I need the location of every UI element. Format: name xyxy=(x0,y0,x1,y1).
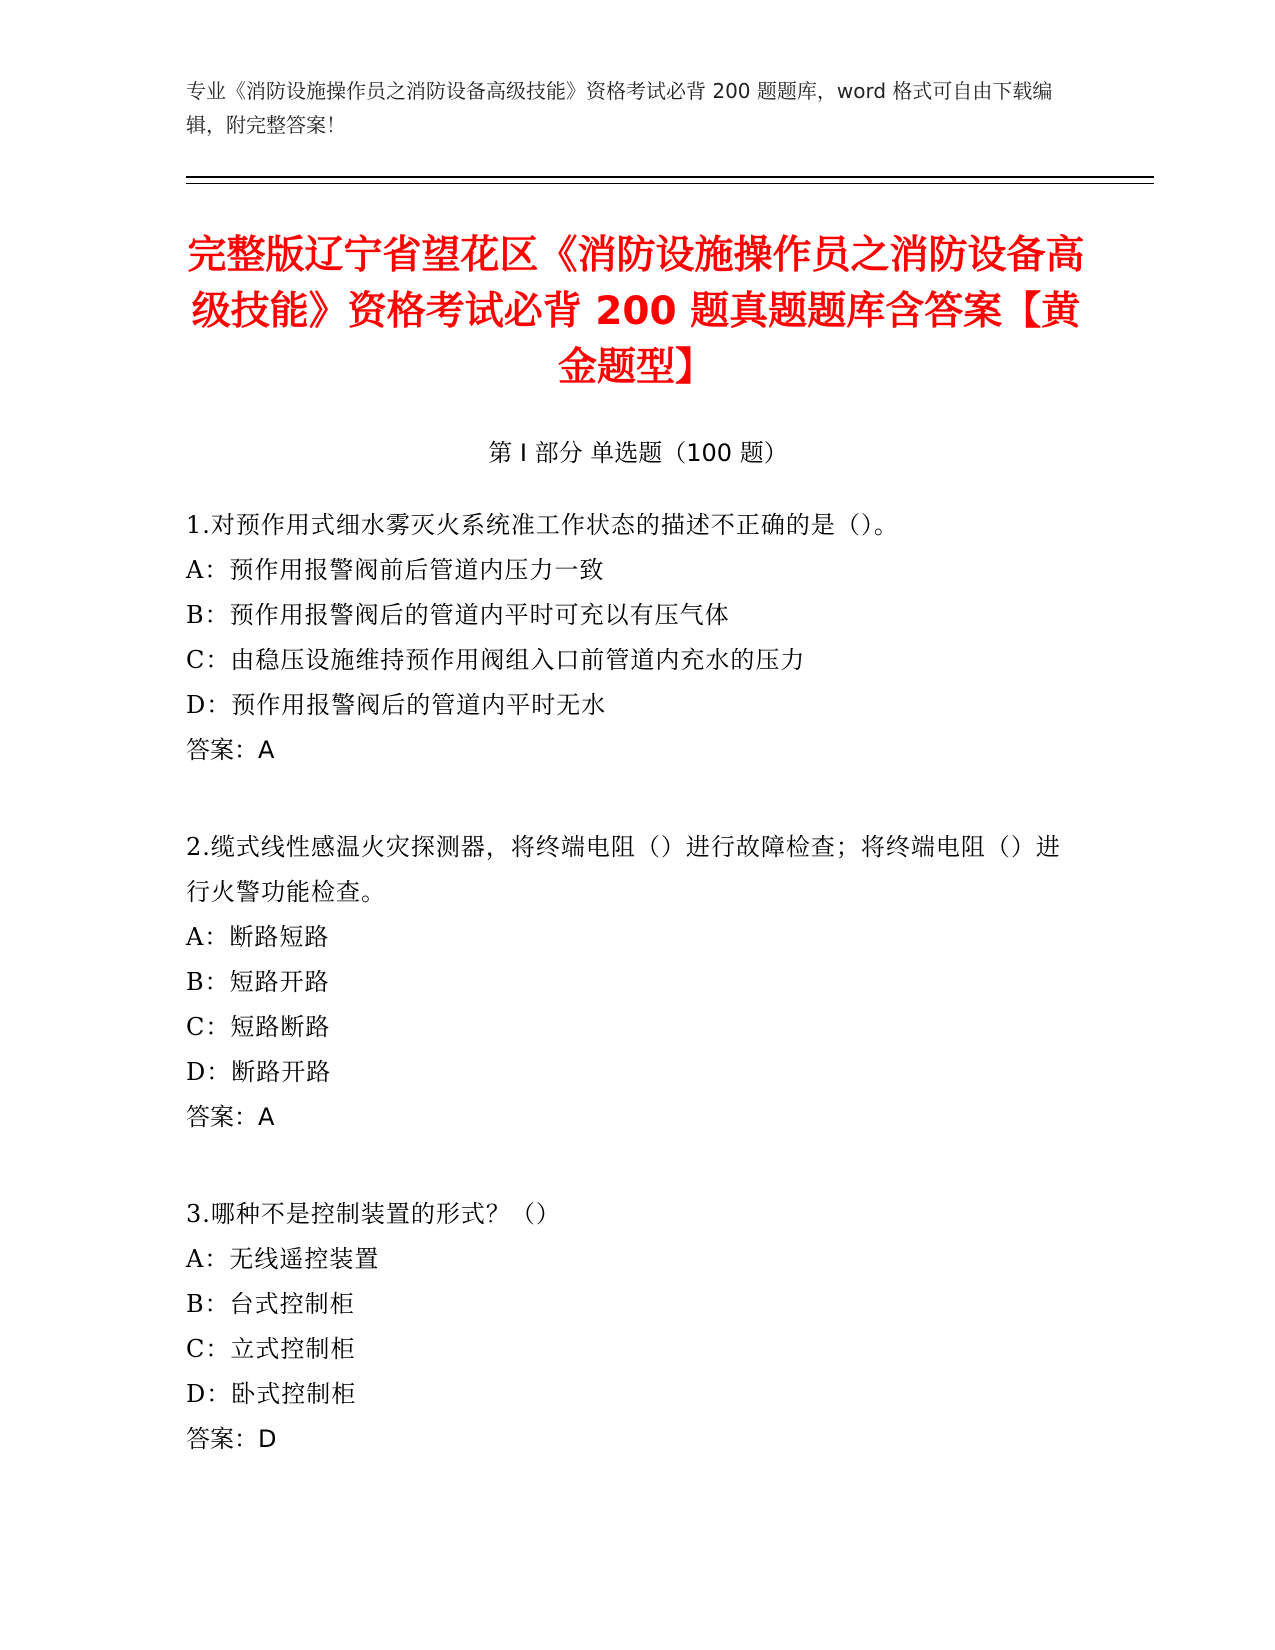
section-title: 第 I 部分 单选题（100 题） xyxy=(488,439,788,467)
header-divider-thin xyxy=(186,183,1154,184)
question-3 xyxy=(186,1192,1066,1462)
answer: 答案：D xyxy=(186,1425,277,1453)
option-a: A：断路短路 xyxy=(186,923,330,951)
option-a: A：无线遥控装置 xyxy=(186,1245,380,1273)
answer: 答案：A xyxy=(186,736,275,764)
header-divider-thick xyxy=(186,176,1154,178)
document-title: 完整版辽宁省望花区《消防设施操作员之消防设备高级技能》资格考试必背 200 题真题题库含答案【黄金题型】 xyxy=(187,233,1085,390)
question-stem: 3.哪种不是控制装置的形式？（） xyxy=(186,1200,561,1228)
option-b: B：短路开路 xyxy=(186,968,330,996)
question-stem: 1.对预作用式细水雾灭火系统准工作状态的描述不正确的是（）。 xyxy=(186,511,899,539)
option-c: C：短路断路 xyxy=(186,1013,331,1041)
answer: 答案：A xyxy=(186,1103,275,1131)
option-c: C：立式控制柜 xyxy=(186,1335,356,1363)
question-stem: 2.缆式线性感温火灾探测器，将终端电阻（）进行故障检查；将终端电阻（）进行火警功能检查。 xyxy=(186,833,1061,906)
option-d: D：预作用报警阀后的管道内平时无水 xyxy=(186,691,607,719)
option-a: A：预作用报警阀前后管道内压力一致 xyxy=(186,556,605,584)
question-1 xyxy=(186,503,1066,773)
option-c: C：由稳压设施维持预作用阀组入口前管道内充水的压力 xyxy=(186,646,806,674)
option-d: D：断路开路 xyxy=(186,1058,332,1086)
option-d: D：卧式控制柜 xyxy=(186,1380,357,1408)
option-b: B：台式控制柜 xyxy=(186,1290,355,1318)
question-2 xyxy=(186,825,1066,1140)
option-b: B：预作用报警阀后的管道内平时可充以有压气体 xyxy=(186,601,730,629)
header-note: 专业《消防设施操作员之消防设备高级技能》资格考试必背 200 题题库，word 格式可自由下载编辑，附完整答案！ xyxy=(186,79,1053,137)
